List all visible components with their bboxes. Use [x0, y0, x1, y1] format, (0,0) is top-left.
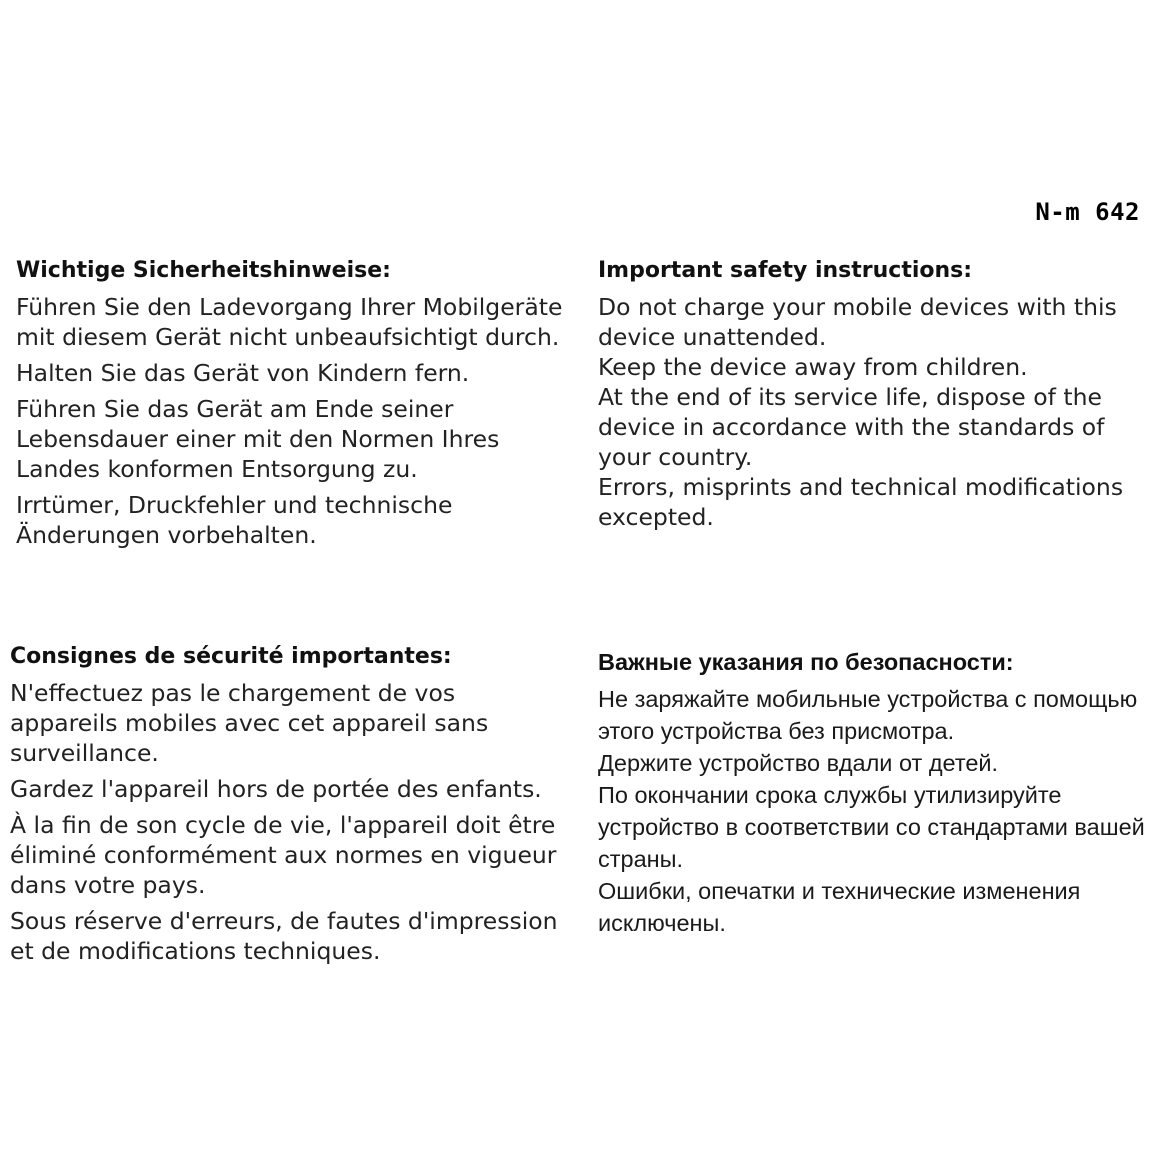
instruction-paragraph: Sous réserve d'erreurs, de fautes d'impression et de modifications techniques. — [10, 907, 558, 965]
safety-section-russian — [598, 647, 1158, 939]
instruction-paragraph: Errors, misprints and technical modifications excepted. — [598, 473, 1124, 531]
section-title: Consignes de sécurité importantes: — [10, 644, 452, 669]
instruction-paragraph: Не заряжайте мобильные устройства с помощью этого устройства без присмотра. — [598, 686, 1138, 744]
instruction-paragraph: Do not charge your mobile devices with this device unattended. — [598, 293, 1117, 351]
instruction-paragraph: Halten Sie das Gerät von Kindern fern. — [16, 359, 470, 387]
instruction-paragraph: Irrtümer, Druckfehler und technische Änderungen vorbehalten. — [16, 491, 453, 549]
instruction-paragraph: Führen Sie das Gerät am Ende seiner Lebensdauer einer mit den Normen Ihres Landes konformen Entsorgung zu. — [16, 395, 500, 483]
safety-section-english — [598, 256, 1158, 532]
safety-section-german — [16, 256, 576, 550]
instruction-paragraph: Führen Sie den Ladevorgang Ihrer Mobilgeräte mit diesem Gerät nicht unbeaufsichtigt durch. — [16, 293, 563, 351]
instruction-paragraph: At the end of its service life, dispose of the device in accordance with the standards of your country. — [598, 383, 1105, 471]
safety-section-french — [10, 642, 570, 966]
instruction-paragraph: По окончании срока службы утилизируйте устройство в соответствии со стандартами вашей страны. — [598, 782, 1145, 872]
section-title: Wichtige Sicherheitshinweise: — [16, 258, 391, 283]
instruction-paragraph: Keep the device away from children. — [598, 353, 1028, 381]
instruction-paragraph: Ошибки, опечатки и технические изменения исключены. — [598, 878, 1081, 936]
instruction-paragraph: À la fin de son cycle de vie, l'appareil doit être éliminé conformément aux normes en vigueur dans votre pays. — [10, 811, 557, 899]
instruction-paragraph: Держите устройство вдали от детей. — [598, 750, 999, 776]
section-title: Важные указания по безопасности: — [598, 649, 1014, 675]
instruction-paragraph: N'effectuez pas le chargement de vos appareils mobiles avec cet appareil sans surveillance. — [10, 679, 489, 767]
instruction-paragraph: Gardez l'appareil hors de portée des enfants. — [10, 775, 542, 803]
section-title: Important safety instructions: — [598, 258, 973, 283]
model-code: N-m 642 — [1035, 198, 1140, 226]
